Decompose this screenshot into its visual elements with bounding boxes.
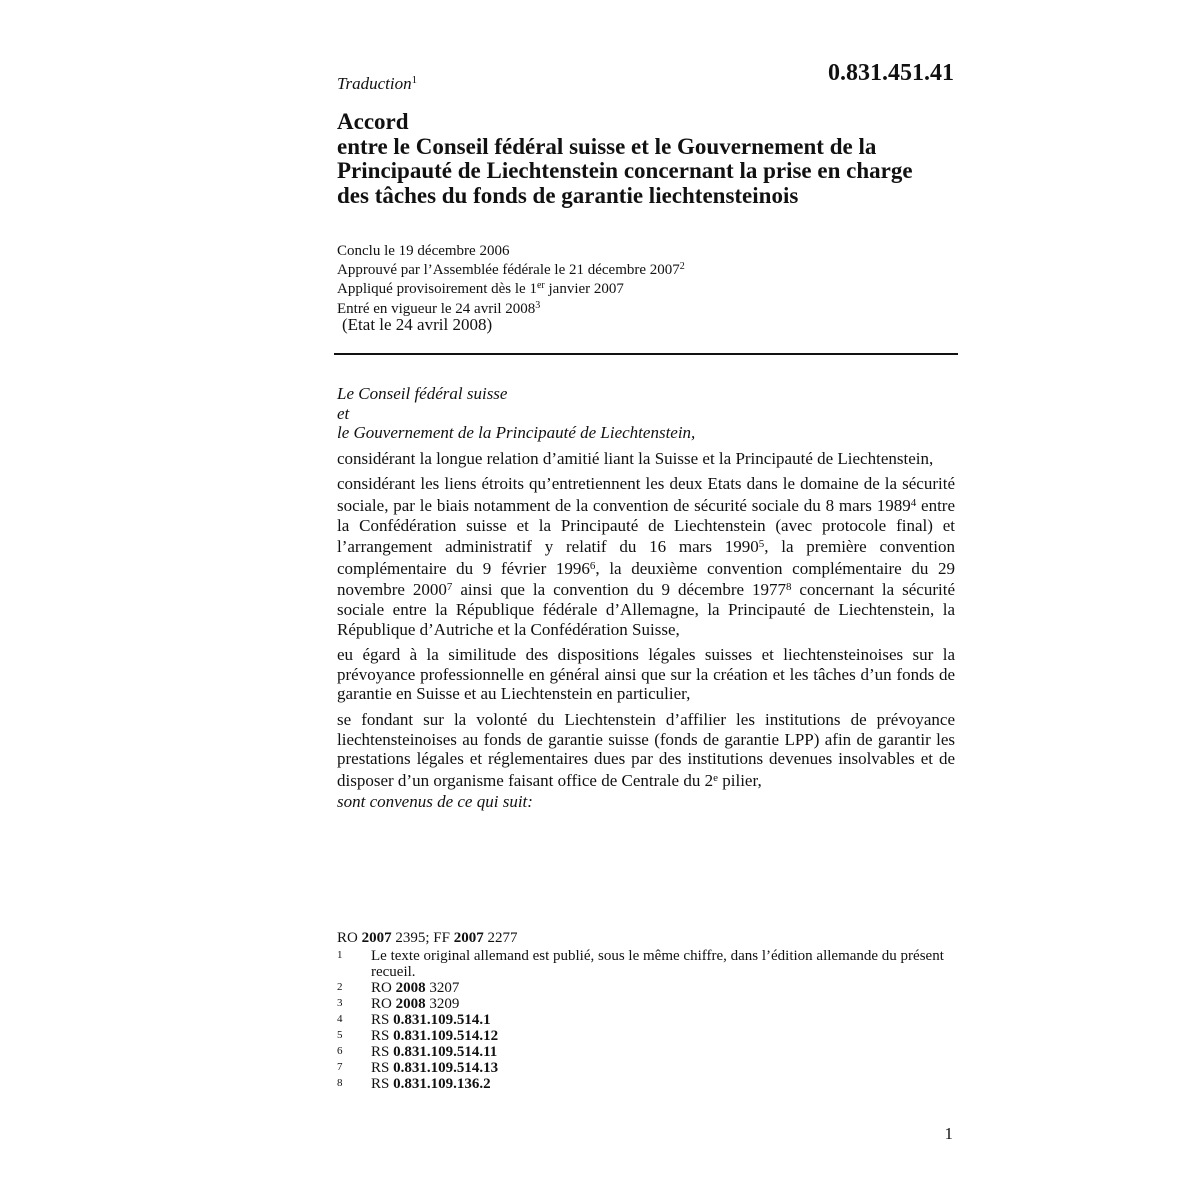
footnote-2 <box>337 980 947 996</box>
in-force-text: Entré en vigueur le 24 avril 2008 <box>337 300 536 317</box>
source-year: 2007 <box>453 930 484 946</box>
footnote-1 <box>337 948 947 980</box>
preamble-closing: sont convenus de ce qui suit: <box>337 792 533 812</box>
concluded-date: Conclu le 19 décembre 2006 <box>337 243 510 259</box>
translation-label: Traduction <box>337 74 412 93</box>
footnote-number: 7 <box>337 1061 343 1073</box>
collection-ref[interactable]: 0.831.109.514.12 <box>393 1028 499 1044</box>
collection-ref[interactable]: 2008 <box>395 996 426 1012</box>
source-text: 2277 <box>483 930 518 946</box>
ordinal-superscript: e <box>713 771 718 784</box>
in-force-date <box>337 298 685 317</box>
date-block <box>337 243 685 317</box>
publication-source <box>337 930 947 946</box>
footnote-6 <box>337 1044 947 1060</box>
collection-ref[interactable]: 0.831.109.136.2 <box>393 1076 491 1092</box>
footnote-number: 8 <box>337 1077 343 1089</box>
collection-prefix: RS <box>371 1012 394 1028</box>
party-liechtenstein: le Gouvernement de la Principauté de Liechtenstein, <box>337 423 696 443</box>
footnote-ref-2[interactable]: 2 <box>679 261 685 273</box>
page-number: 1 <box>944 1124 953 1143</box>
footnote-ref-3[interactable]: 3 <box>535 299 541 311</box>
preamble <box>337 384 955 812</box>
collection-ref[interactable]: 0.831.109.514.11 <box>393 1044 498 1060</box>
party-swiss: Le Conseil fédéral suisse <box>337 384 508 403</box>
para-text: concernant la sécurité sociale entre la République fédérale d’Allemagne, la Principauté de Liechtenstein, la République d’Autriche et la Confédération Suisse, <box>337 580 955 639</box>
document-title <box>337 110 977 208</box>
footnote-ref-7[interactable]: 7 <box>446 581 453 594</box>
footnotes <box>337 930 947 1092</box>
footnote-3 <box>337 996 947 1012</box>
footnote-ref-1[interactable]: 1 <box>411 74 418 86</box>
footnote-number: 1 <box>337 949 343 961</box>
collection-prefix: RS <box>371 1044 394 1060</box>
footnote-ref-4[interactable]: 4 <box>910 496 917 509</box>
footnote-text: Le texte original allemand est publié, sous le même chiffre, dans l’édition allemande du présent recueil. <box>371 948 944 980</box>
collection-prefix: RO <box>371 980 396 996</box>
footnote-ref-5[interactable]: 5 <box>758 538 765 551</box>
footnote-ref-8[interactable]: 8 <box>785 581 792 594</box>
footnote-text <box>371 1044 947 1060</box>
collection-ref[interactable]: 0.831.109.514.1 <box>393 1012 491 1028</box>
para-text: ainsi que la convention du 9 décembre 1977 <box>452 580 786 600</box>
title-line-2: entre le Conseil fédéral suisse et le Gouvernement de la <box>337 133 877 159</box>
approved-date <box>337 259 685 278</box>
footnote-5 <box>337 1028 947 1044</box>
applied-text: Appliqué provisoirement dès le 1 <box>337 281 537 298</box>
collection-prefix: RS <box>371 1028 394 1044</box>
footnote-text <box>371 980 947 996</box>
para-text: entre la Confédération suisse et la Principauté de Liechtenstein (avec protocole final) et l’arrangement administratif y relatif du 16 mars 1990 <box>337 495 955 557</box>
para-text: se fondant sur la volonté du Liechtenstein d’affilier les institutions de prévoyance liechtensteinoises au fonds de garantie suisse (fonds de garantie LPP) afin de garantir les prestations légales et réglementaires dues par des institutions devenues insolvables et de disposer d’un organisme faisant office de Centrale du 2 <box>337 709 955 790</box>
footnote-text <box>371 1076 947 1092</box>
footnote-text <box>371 1012 947 1028</box>
collection-prefix: RO <box>371 996 396 1012</box>
title-line-4: des tâches du fonds de garantie liechtensteinois <box>337 182 799 208</box>
footnote-ref-6[interactable]: 6 <box>589 559 596 572</box>
footnote-text <box>371 1028 947 1044</box>
para-text: , la première convention complémentaire du 9 février 1996 <box>337 537 955 578</box>
translation-note <box>337 74 417 94</box>
preamble-para-similarity: eu égard à la similitude des dispositions légales suisses et liechtensteinoises sur la prévoyance professionnelle en général ainsi que sur la création et les tâches d’un fonds de garantie en Suisse et au Liechtenstein en particulier, <box>337 645 955 704</box>
title-line-1: Accord <box>337 109 409 134</box>
ordinal-superscript: er <box>536 280 545 292</box>
footnote-text <box>371 1060 947 1076</box>
status-date: (Etat le 24 avril 2008) <box>342 315 493 334</box>
source-text: 2395; FF <box>391 930 454 946</box>
footnote-number: 5 <box>337 1029 343 1041</box>
collection-prefix: RS <box>371 1076 394 1092</box>
header-divider <box>334 353 958 355</box>
para-text: , la deuxième convention complémentaire du 29 novembre 2000 <box>337 558 955 600</box>
preamble-para-social-security <box>337 474 955 639</box>
collection-ref[interactable]: 0.831.109.514.13 <box>393 1060 499 1076</box>
footnote-8 <box>337 1076 947 1092</box>
title-line-3: Principauté de Liechtenstein concernant la prise en charge <box>337 158 913 183</box>
source-year: 2007 <box>361 930 392 946</box>
applied-text-end: janvier 2007 <box>544 281 624 298</box>
para-text: considérant les liens étroits qu’entretiennent les deux Etats dans le domaine de la sécurité sociale, par le biais notamment de la convention de sécurité sociale du 8 mars 1989 <box>337 474 955 515</box>
footnote-number: 3 <box>337 997 343 1009</box>
footnote-number: 6 <box>337 1045 343 1057</box>
footnote-7 <box>337 1060 947 1076</box>
collection-page: 3209 <box>425 996 460 1012</box>
footnote-number: 2 <box>337 981 343 993</box>
applied-date <box>337 278 685 297</box>
preamble-para-affiliation <box>337 710 955 790</box>
source-text: RO <box>337 930 362 946</box>
collection-prefix: RS <box>371 1060 394 1076</box>
approved-text: Approuvé par l’Assemblée fédérale le 21 décembre 2007 <box>337 262 680 279</box>
para-text: pilier, <box>718 770 762 790</box>
footnote-text <box>371 996 947 1012</box>
party-conjunction: et <box>337 403 350 423</box>
sr-number: 0.831.451.41 <box>828 60 954 86</box>
footnote-number: 4 <box>337 1013 343 1025</box>
collection-page: 3207 <box>425 980 460 996</box>
preamble-para-friendship: considérant la longue relation d’amitié liant la Suisse et la Principauté de Liechtenstein, <box>337 448 934 468</box>
footnote-4 <box>337 1012 947 1028</box>
collection-ref[interactable]: 2008 <box>395 980 426 996</box>
